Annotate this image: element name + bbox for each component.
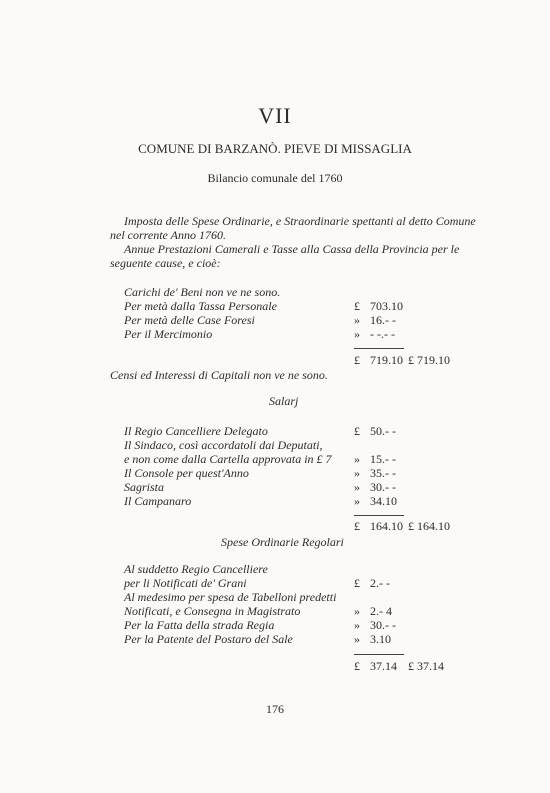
entry-label: Per metà delle Case Foresi [124, 313, 255, 327]
subtotal-amount: 719.10 [370, 353, 403, 367]
section-title: Salarj [269, 394, 299, 408]
entry-amount: 15.- - [370, 452, 396, 466]
entry-label: Il Regio Cancelliere Delegato [124, 424, 268, 438]
entry-label: Al medesimo per spesa de Tabelloni predetti [124, 590, 337, 604]
currency-mark: £ [354, 353, 360, 367]
entry-label: Il Console per quest'Anno [124, 466, 249, 480]
currency-mark: » [354, 313, 360, 327]
page-number: 176 [266, 702, 284, 716]
currency-mark: » [354, 327, 360, 341]
entry-label: Al suddetto Regio Cancelliere [124, 562, 268, 576]
entry-amount: 50.- - [370, 424, 396, 438]
entry-label: e non come dalla Cartella approvata in £ 7 [124, 452, 332, 466]
entry-amount: 2.- - [370, 576, 390, 590]
entry-amount: 3.10 [370, 632, 391, 646]
currency-mark: » [354, 480, 360, 494]
subtotal-amount: 37.14 [370, 659, 397, 673]
intro-line: Imposta delle Spese Ordinarie, e Straordinarie spettanti al detto Comune [124, 214, 476, 228]
currency-mark: £ [354, 576, 360, 590]
entry-amount: 30.- - [370, 618, 396, 632]
subtotal-rule [354, 348, 404, 349]
currency-mark: » [354, 632, 360, 646]
currency-mark: » [354, 618, 360, 632]
entry-label: Il Sindaco, così accordatoli dai Deputati, [124, 438, 323, 452]
entry-label: Per il Mercimonio [124, 327, 213, 341]
section-total: £ 719.10 [408, 353, 450, 367]
entry-label: Carichi de' Beni non ve ne sono. [124, 285, 281, 299]
currency-mark: £ [354, 299, 360, 313]
section-title: Spese Ordinarie Regolari [221, 535, 344, 549]
entry-label: Per metà dalla Tassa Personale [124, 299, 277, 313]
section-total: £ 37.14 [408, 659, 444, 673]
page-subheading: Bilancio comunale del 1760 [207, 171, 343, 185]
entry-label: Per la Patente del Postaro del Sale [124, 632, 293, 646]
currency-mark: » [354, 604, 360, 618]
currency-mark: » [354, 452, 360, 466]
entry-amount: 16.- - [370, 313, 396, 327]
currency-mark: £ [354, 519, 360, 533]
entry-label: Il Campanaro [124, 494, 192, 508]
intro-line: nel corrente Anno 1760. [110, 228, 226, 242]
entry-label: per li Notificati de' Grani [124, 576, 247, 590]
entry-label: Per la Fatta della strada Regia [124, 618, 275, 632]
entry-amount: 2.- 4 [370, 604, 392, 618]
entry-amount: 35.- - [370, 466, 396, 480]
subtotal-amount: 164.10 [370, 519, 403, 533]
page-heading: COMUNE DI BARZANÒ. PIEVE DI MISSAGLIA [138, 141, 412, 156]
entry-label: Sagrista [124, 480, 165, 494]
intro-line: seguente cause, e cioè: [110, 256, 221, 270]
entry-label: Notificati, e Consegna in Magistrato [124, 604, 301, 618]
entry-amount: - -.- - [370, 327, 395, 341]
entry-amount: 30.- - [370, 480, 396, 494]
currency-mark: £ [354, 424, 360, 438]
currency-mark: » [354, 494, 360, 508]
chapter-number: VII [258, 103, 292, 128]
entry-amount: 34.10 [370, 494, 397, 508]
subtotal-rule [354, 515, 404, 516]
entry-amount: 703.10 [370, 299, 403, 313]
intro-line: Annue Prestazioni Camerali e Tasse alla Cassa della Provincia per le [124, 242, 460, 256]
censi-note: Censi ed Interessi di Capitali non ve ne sono. [110, 368, 328, 382]
subtotal-rule [354, 654, 404, 655]
currency-mark: » [354, 466, 360, 480]
currency-mark: £ [354, 659, 360, 673]
section-total: £ 164.10 [408, 519, 450, 533]
